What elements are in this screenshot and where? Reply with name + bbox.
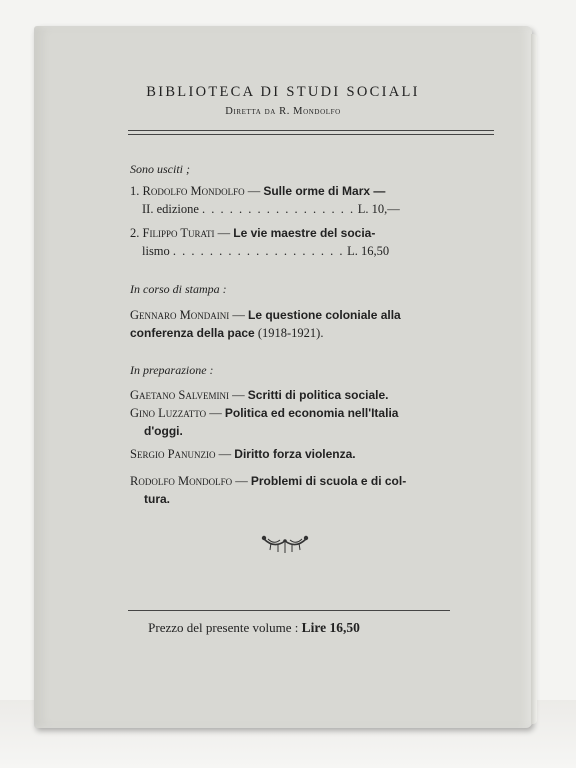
- list-item-published-1: [130, 182, 490, 218]
- entry-edition: II. edizione: [142, 202, 199, 216]
- entry-price: L. 10,—: [357, 202, 400, 216]
- list-item-preparation-4: [130, 472, 490, 508]
- section-heading-in-preparation: In preparazione :: [130, 363, 214, 377]
- entry-leader-dots: . . . . . . . . . . . . . . . . .: [202, 202, 355, 216]
- entry-number: 2.: [130, 226, 140, 240]
- entry-title: Le questione coloniale alla: [248, 308, 401, 322]
- entry-title-continued: lismo: [142, 244, 170, 258]
- header-double-rule: [128, 130, 494, 135]
- series-editor: Diretta da R. Mondolfo: [225, 106, 341, 117]
- entry-years: (1918-1921).: [257, 326, 324, 340]
- entry-dash: —: [218, 447, 232, 461]
- entry-title: Politica ed economia nell'Italia: [224, 406, 399, 420]
- entry-author: Filippo Turati: [142, 226, 215, 240]
- book-page-edge: [531, 34, 537, 724]
- entry-title-continued: d'oggi.: [144, 424, 183, 438]
- entry-dash: —: [232, 388, 245, 402]
- entry-number: 1.: [130, 184, 140, 198]
- book-back-cover: [34, 26, 532, 728]
- entry-author: Gaetano Salvemini: [130, 388, 230, 402]
- entry-dash: —: [232, 308, 245, 322]
- list-item-preparation-2: [130, 404, 490, 440]
- list-item-published-2: [130, 224, 490, 260]
- entry-title: Diritto forza violenza.: [234, 447, 356, 461]
- section-heading-in-press: In corso di stampa :: [130, 282, 227, 296]
- entry-dash: —: [247, 184, 261, 198]
- entry-title: Le vie maestre del socia-: [233, 226, 376, 240]
- entry-author: Sergio Panunzio: [130, 447, 216, 461]
- list-item-preparation-1: [130, 386, 490, 404]
- entry-author: Gino Luzzatto: [130, 406, 207, 420]
- section-heading-published: Sono usciti ;: [130, 162, 190, 176]
- footer-rule: [128, 610, 450, 611]
- entry-title-continued: conferenza della pace: [130, 326, 255, 340]
- price-value: Lire 16,50: [301, 620, 360, 635]
- entry-title: Sulle orme di Marx —: [263, 184, 386, 198]
- entry-dash: —: [209, 406, 222, 420]
- entry-dash: —: [235, 474, 248, 488]
- entry-title: Scritti di politica sociale.: [247, 388, 389, 402]
- garland-ornament-icon: [260, 533, 310, 555]
- entry-dash: —: [217, 226, 231, 240]
- list-item-in-press-1: [130, 306, 490, 342]
- entry-title-continued: tura.: [144, 492, 171, 506]
- list-item-preparation-3: [130, 445, 490, 463]
- entry-author: Rodolfo Mondolfo: [130, 474, 233, 488]
- entry-author: Gennaro Mondaini: [130, 308, 230, 322]
- series-title: BIBLIOTECA DI STUDI SOCIALI: [146, 84, 420, 100]
- entry-leader-dots: . . . . . . . . . . . . . . . . . . .: [172, 244, 345, 258]
- entry-title: Problemi di scuola e di col-: [250, 474, 407, 488]
- entry-author: Rodolfo Mondolfo: [142, 184, 245, 198]
- price-line: [34, 620, 474, 636]
- price-label: Prezzo del presente volume :: [148, 620, 299, 635]
- entry-price: L. 16,50: [347, 244, 390, 258]
